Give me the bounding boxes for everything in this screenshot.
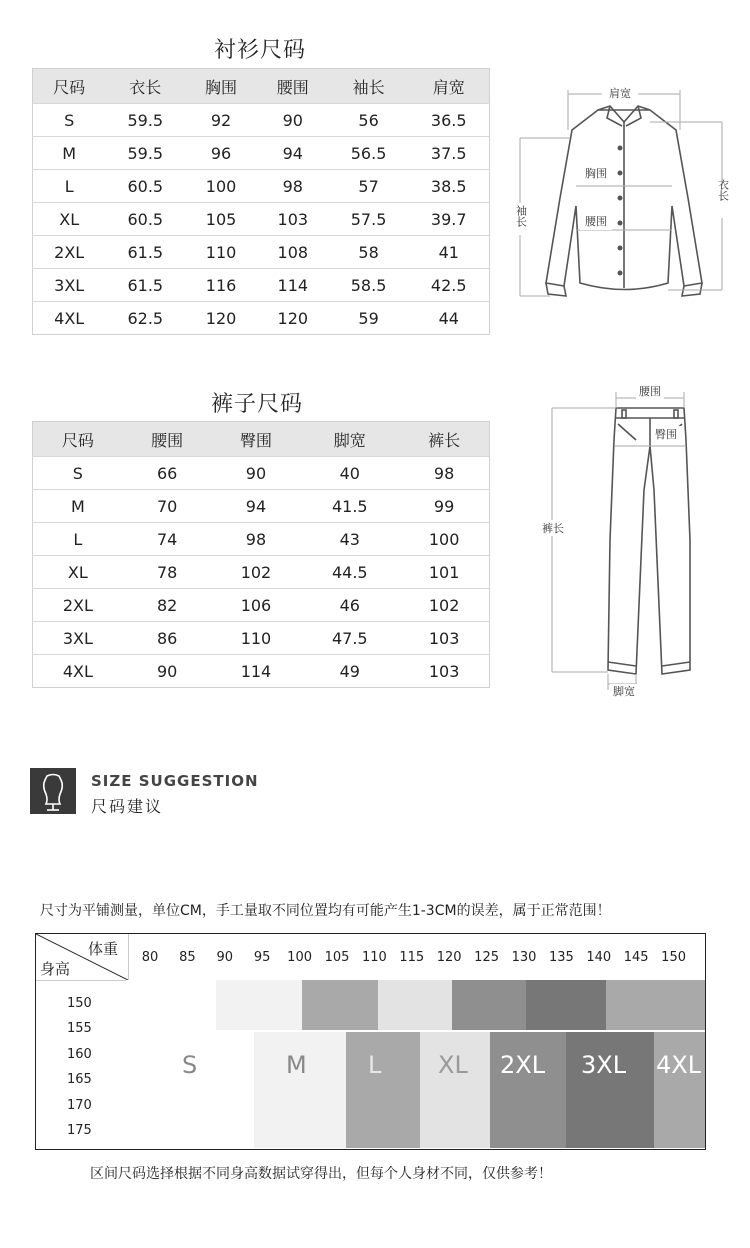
value-cell: 36.5 — [408, 104, 489, 137]
shirt-diagram — [510, 78, 750, 310]
value-cell: 37.5 — [408, 137, 489, 170]
value-cell: 60.5 — [105, 203, 185, 236]
diagram-shoulder-label: 肩宽 — [609, 87, 631, 100]
zone-label-xl: XL — [438, 1051, 468, 1079]
zone-block — [452, 980, 527, 1030]
height-label: 155 — [67, 1021, 92, 1037]
zone-block — [490, 1032, 566, 1148]
size-suggestion-title-cn: 尺码建议 — [91, 797, 164, 816]
zone-block — [420, 1032, 490, 1148]
value-cell: 59 — [329, 302, 409, 335]
grid-corner-cell — [36, 934, 129, 981]
zone-block — [254, 1032, 346, 1148]
size-cell: XL — [33, 203, 106, 236]
value-cell: 56.5 — [329, 137, 409, 170]
value-cell: 103 — [399, 622, 489, 655]
value-cell: 58.5 — [329, 269, 409, 302]
value-cell: 114 — [257, 269, 329, 302]
size-cell: L — [33, 170, 106, 203]
pants-size-table — [32, 421, 490, 688]
value-cell: 101 — [399, 556, 489, 589]
value-cell: 102 — [399, 589, 489, 622]
table-row — [33, 589, 490, 622]
value-cell: 57.5 — [329, 203, 409, 236]
diagram-chest-label: 胸围 — [585, 167, 607, 180]
diagram-length-label: 衣长 — [716, 179, 730, 201]
size-cell: XL — [33, 556, 123, 589]
weight-label: 80 — [141, 950, 159, 965]
table-row — [33, 655, 490, 688]
value-cell: 41 — [408, 236, 489, 269]
header-cell: 脚宽 — [300, 422, 399, 457]
diagram-sleeve-label: 袖长 — [514, 205, 528, 227]
size-cell: 4XL — [33, 302, 106, 335]
value-cell: 100 — [185, 170, 257, 203]
zone-block — [526, 980, 606, 1030]
value-cell: 120 — [257, 302, 329, 335]
weight-label: 120 — [436, 950, 462, 965]
value-cell: 90 — [212, 457, 301, 490]
value-cell: 60.5 — [105, 170, 185, 203]
table-row — [33, 302, 490, 335]
size-cell: 4XL — [33, 655, 123, 688]
weight-label: 135 — [548, 950, 574, 965]
value-cell: 44.5 — [300, 556, 399, 589]
table-row — [33, 556, 490, 589]
table-header-row — [33, 422, 490, 457]
zone-label-4xl: 4XL — [656, 1051, 702, 1079]
table-row — [33, 236, 490, 269]
height-label: 150 — [67, 996, 92, 1011]
size-cell: L — [33, 523, 123, 556]
size-cell: S — [33, 457, 123, 490]
value-cell: 96 — [185, 137, 257, 170]
measurement-note: 尺寸为平铺测量，单位CM，手工量取不同位置均有可能产生1-3CM的误差，属于正常范围！ — [40, 903, 611, 919]
zone-label-l: L — [368, 1051, 382, 1079]
value-cell: 78 — [123, 556, 212, 589]
weight-label: 110 — [361, 950, 387, 965]
table-row — [33, 490, 490, 523]
mannequin-icon — [30, 768, 76, 814]
value-cell: 59.5 — [105, 104, 185, 137]
zone-block — [566, 1032, 654, 1148]
header-cell: 衣长 — [105, 69, 185, 104]
value-cell: 46 — [300, 589, 399, 622]
header-cell: 臀围 — [212, 422, 301, 457]
weight-label: 85 — [179, 950, 196, 965]
value-cell: 43 — [300, 523, 399, 556]
pants-diagram — [536, 380, 726, 700]
value-cell: 105 — [185, 203, 257, 236]
table-row — [33, 622, 490, 655]
weight-label: 130 — [511, 950, 537, 965]
table-row — [33, 203, 490, 236]
height-label: 175 — [67, 1123, 92, 1138]
value-cell: 99 — [399, 490, 489, 523]
table-row — [33, 137, 490, 170]
value-cell: 62.5 — [105, 302, 185, 335]
zone-block — [216, 980, 303, 1030]
value-cell: 49 — [300, 655, 399, 688]
value-cell: 98 — [399, 457, 489, 490]
diagram-length-label: 裤长 — [542, 522, 564, 535]
value-cell: 116 — [185, 269, 257, 302]
value-cell: 98 — [212, 523, 301, 556]
weight-label: 115 — [399, 950, 425, 965]
header-cell: 腰围 — [257, 69, 329, 104]
value-cell: 57 — [329, 170, 409, 203]
table-header-row — [33, 69, 490, 104]
value-cell: 114 — [212, 655, 301, 688]
zone-label-s: S — [182, 1051, 198, 1079]
value-cell: 94 — [257, 137, 329, 170]
value-cell: 90 — [257, 104, 329, 137]
weight-label: 150 — [661, 950, 686, 965]
value-cell: 44 — [408, 302, 489, 335]
height-label: 170 — [67, 1097, 92, 1113]
weight-label: 140 — [586, 950, 612, 965]
value-cell: 92 — [185, 104, 257, 137]
size-cell: M — [33, 137, 106, 170]
header-cell: 尺码 — [33, 69, 106, 104]
diagram-hem-label: 脚宽 — [613, 685, 635, 698]
table-row — [33, 523, 490, 556]
zone-block — [654, 1032, 705, 1148]
zone-block — [346, 1032, 420, 1148]
header-cell: 腰围 — [123, 422, 212, 457]
value-cell: 40 — [300, 457, 399, 490]
size-cell: 3XL — [33, 269, 106, 302]
header-cell: 尺码 — [33, 422, 123, 457]
value-cell: 61.5 — [105, 269, 185, 302]
value-cell: 61.5 — [105, 236, 185, 269]
diagram-hip-label: 臀围 — [655, 428, 677, 441]
value-cell: 39.7 — [408, 203, 489, 236]
value-cell: 100 — [399, 523, 489, 556]
pants-table-title: 裤子尺码 — [210, 392, 303, 417]
weight-label: 90 — [216, 950, 234, 965]
header-cell: 肩宽 — [408, 69, 489, 104]
size-cell: 3XL — [33, 622, 123, 655]
value-cell: 58 — [329, 236, 409, 269]
height-label: 165 — [67, 1072, 92, 1088]
height-label: 160 — [67, 1046, 92, 1062]
value-cell: 47.5 — [300, 622, 399, 655]
zone-label-2xl: 2XL — [500, 1051, 546, 1079]
value-cell: 106 — [212, 589, 301, 622]
value-cell: 120 — [185, 302, 257, 335]
shirt-size-table — [32, 68, 490, 335]
zone-label-3xl: 3XL — [581, 1051, 627, 1079]
shirt-table-title: 衬衫尺码 — [213, 38, 306, 63]
value-cell: 70 — [123, 490, 212, 523]
weight-label: 105 — [324, 950, 350, 965]
weight-label: 95 — [253, 950, 271, 965]
weight-label: 125 — [474, 950, 499, 965]
value-cell: 56 — [329, 104, 409, 137]
value-cell: 103 — [399, 655, 489, 688]
table-row — [33, 269, 490, 302]
header-cell: 袖长 — [329, 69, 409, 104]
size-cell: 2XL — [33, 589, 123, 622]
diagram-waist-label: 腰围 — [585, 215, 607, 228]
table-row — [33, 170, 490, 203]
size-cell: 2XL — [33, 236, 106, 269]
corner-weight-label: 体重 — [88, 940, 119, 958]
value-cell: 110 — [212, 622, 301, 655]
size-cell: S — [33, 104, 106, 137]
value-cell: 38.5 — [408, 170, 489, 203]
header-cell: 胸围 — [185, 69, 257, 104]
zone-label-m: M — [286, 1051, 307, 1079]
value-cell: 74 — [123, 523, 212, 556]
header-cell: 裤长 — [399, 422, 489, 457]
corner-height-label: 身高 — [40, 960, 71, 978]
value-cell: 82 — [123, 589, 212, 622]
value-cell: 66 — [123, 457, 212, 490]
value-cell: 108 — [257, 236, 329, 269]
value-cell: 103 — [257, 203, 329, 236]
value-cell: 86 — [123, 622, 212, 655]
value-cell: 90 — [123, 655, 212, 688]
zone-block — [378, 980, 453, 1030]
reference-note: 区间尺码选择根据不同身高数据试穿得出，但每个人身材不同，仅供参考！ — [90, 1166, 552, 1182]
weight-label: 145 — [623, 950, 649, 965]
value-cell: 94 — [212, 490, 301, 523]
value-cell: 110 — [185, 236, 257, 269]
value-cell: 98 — [257, 170, 329, 203]
size-suggestion-grid — [35, 933, 706, 1150]
table-row — [33, 457, 490, 490]
size-cell: M — [33, 490, 123, 523]
value-cell: 42.5 — [408, 269, 489, 302]
value-cell: 59.5 — [105, 137, 185, 170]
diagram-waist-label: 腰围 — [639, 385, 661, 398]
value-cell: 102 — [212, 556, 301, 589]
value-cell: 41.5 — [300, 490, 399, 523]
zone-block — [606, 980, 705, 1030]
table-row — [33, 104, 490, 137]
weight-label: 100 — [287, 950, 312, 965]
size-suggestion-title-en: SIZE SUGGESTION — [91, 772, 259, 790]
